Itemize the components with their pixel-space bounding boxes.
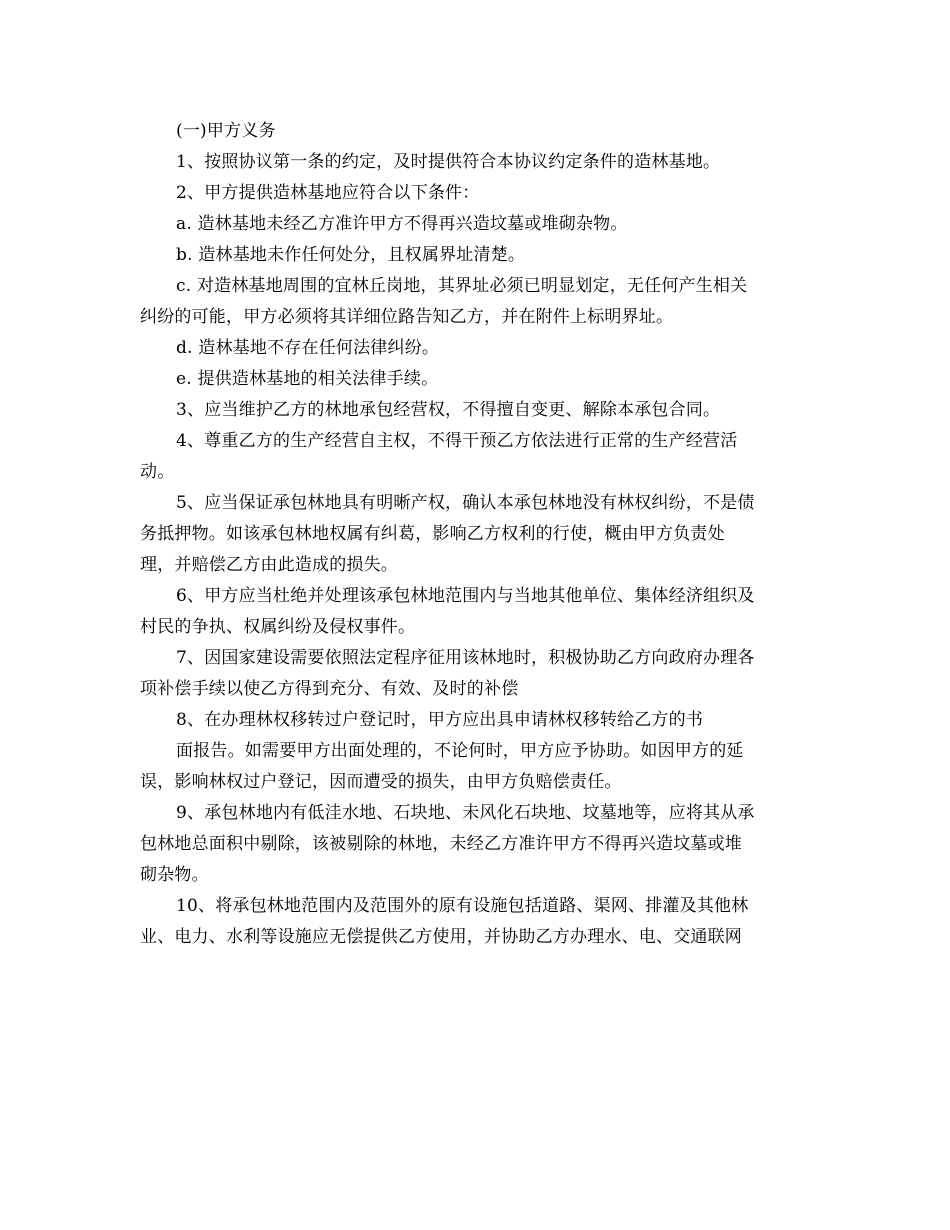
clause-8-cont-2: 误，影响林权过户登记，因而遭受的损失，由甲方负赔偿责任。 [140, 772, 622, 792]
clause-1: 1、按照协议第一条的约定，及时提供符合本协议约定条件的造林基地。 [176, 152, 721, 172]
clause-10-cont: 业、电力、水利等设施应无偿提供乙方使用，并协助乙方办理水、电、交通联网 [140, 927, 742, 947]
document-body [140, 116, 810, 953]
clause-8: 8、在办理林权移转过户登记时，甲方应出具申请林权移转给乙方的书 [176, 710, 704, 730]
clause-9: 9、承包林地内有低洼水地、石块地、未风化石块地、坟墓地等，应将其从承 [176, 803, 755, 823]
clause-4-cont: 动。 [140, 462, 175, 482]
clause-5-cont-1: 务抵押物。如该承包林地权属有纠葛，影响乙方权利的行使，概由甲方负责处 [140, 524, 725, 544]
clause-6: 6、甲方应当杜绝并处理该承包林地范围内与当地其他单位、集体经济组织及 [176, 586, 755, 606]
clause-2-item-c-cont: 纠纷的可能，甲方必须将其详细位路告知乙方，并在附件上标明界址。 [140, 307, 674, 327]
clause-2-item-b: b. 造林基地未作任何处分，且权属界址清楚。 [176, 245, 526, 265]
clause-6-cont: 村民的争执、权属纠纷及侵权事件。 [140, 617, 416, 637]
clause-5-cont-2: 理，并赔偿乙方由此造成的损失。 [140, 555, 398, 575]
clause-4: 4、尊重乙方的生产经营自主权，不得干预乙方依法进行正常的生产经营活 [176, 431, 738, 451]
clause-9-cont-2: 砌杂物。 [140, 865, 209, 885]
clause-7-cont: 项补偿手续以使乙方得到充分、有效、及时的补偿 [140, 679, 519, 699]
clause-8-cont-1: 面报告。如需要甲方出面处理的，不论何时，甲方应予协助。如因甲方的延 [176, 741, 744, 761]
clause-2: 2、甲方提供造林基地应符合以下条件： [176, 183, 480, 203]
clause-2-item-a: a. 造林基地未经乙方准许甲方不得再兴造坟墓或堆砌杂物。 [176, 214, 628, 234]
clause-2-item-d: d. 造林基地不存在任何法律纠纷。 [176, 338, 440, 358]
clause-5: 5、应当保证承包林地具有明晰产权，确认本承包林地没有林权纠纷，不是债 [176, 493, 755, 513]
clause-2-item-e: e. 提供造林基地的相关法律手续。 [176, 369, 439, 389]
clause-7: 7、因国家建设需要依照法定程序征用该林地时，积极协助乙方向政府办理各 [176, 648, 755, 668]
clause-3: 3、应当维护乙方的林地承包经营权，不得擅自变更、解除本承包合同。 [176, 400, 721, 420]
clause-9-cont-1: 包林地总面积中剔除，该被剔除的林地，未经乙方准许甲方不得再兴造坟墓或堆 [140, 834, 742, 854]
clause-10: 10、将承包林地范围内及范围外的原有设施包括道路、渠网、排灌及其他林 [176, 896, 749, 916]
clause-2-item-c: c. 对造林基地周围的宜林丘岗地，其界址必须已明显划定，无任何产生相关 [176, 276, 748, 296]
section-heading: (一)甲方义务 [176, 121, 276, 141]
